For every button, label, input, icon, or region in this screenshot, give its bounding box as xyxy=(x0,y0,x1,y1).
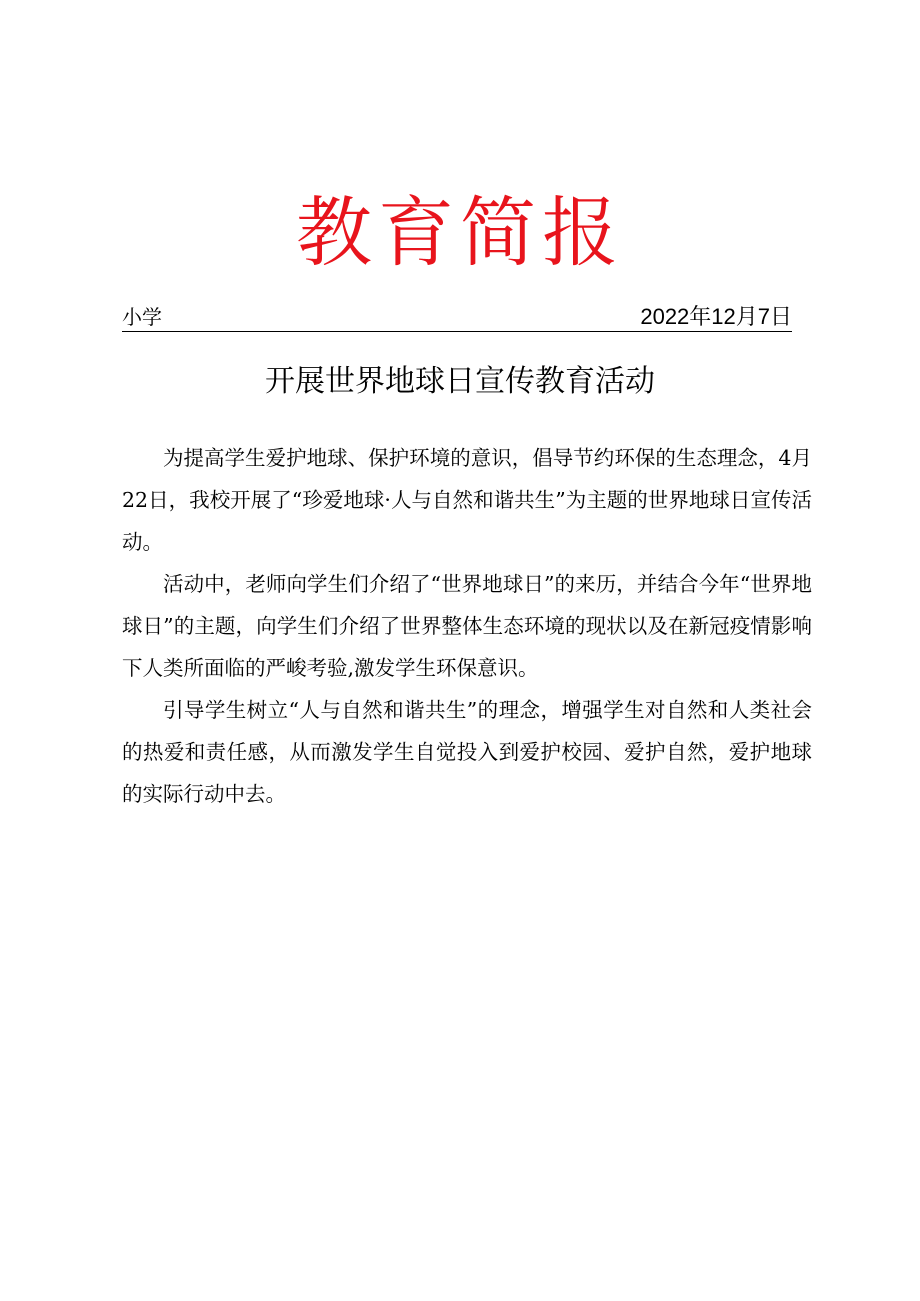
info-line xyxy=(122,303,792,332)
article-body xyxy=(122,437,812,815)
article-paragraph: 引导学生树立“人与自然和谐共生”的理念，增强学生对自然和人类社会的热爱和责任感，从而激发学生自觉投入到爱护校园、爱护自然，爱护地球的实际行动中去。 xyxy=(122,698,812,806)
article-title: 开展世界地球日宣传教育活动 xyxy=(265,364,655,399)
article-paragraph: 活动中，老师向学生们介绍了“世界地球日”的来历，并结合今年“世界地球日”的主题，向学生们介绍了世界整体生态环境的现状以及在新冠疫情影响下人类所面临的严峻考验,激发学生环保意识。 xyxy=(122,572,812,680)
masthead-title: 教育简报 xyxy=(296,188,624,277)
article-paragraph: 为提高学生爱护地球、保护环境的意识，倡导节约环保的生态理念，4月22日，我校开展了“珍爱地球·人与自然和谐共生”为主题的世界地球日宣传活动。 xyxy=(122,446,812,554)
school-name: 小学 xyxy=(122,305,162,329)
issue-date: 2022年12月7日 xyxy=(640,304,792,329)
